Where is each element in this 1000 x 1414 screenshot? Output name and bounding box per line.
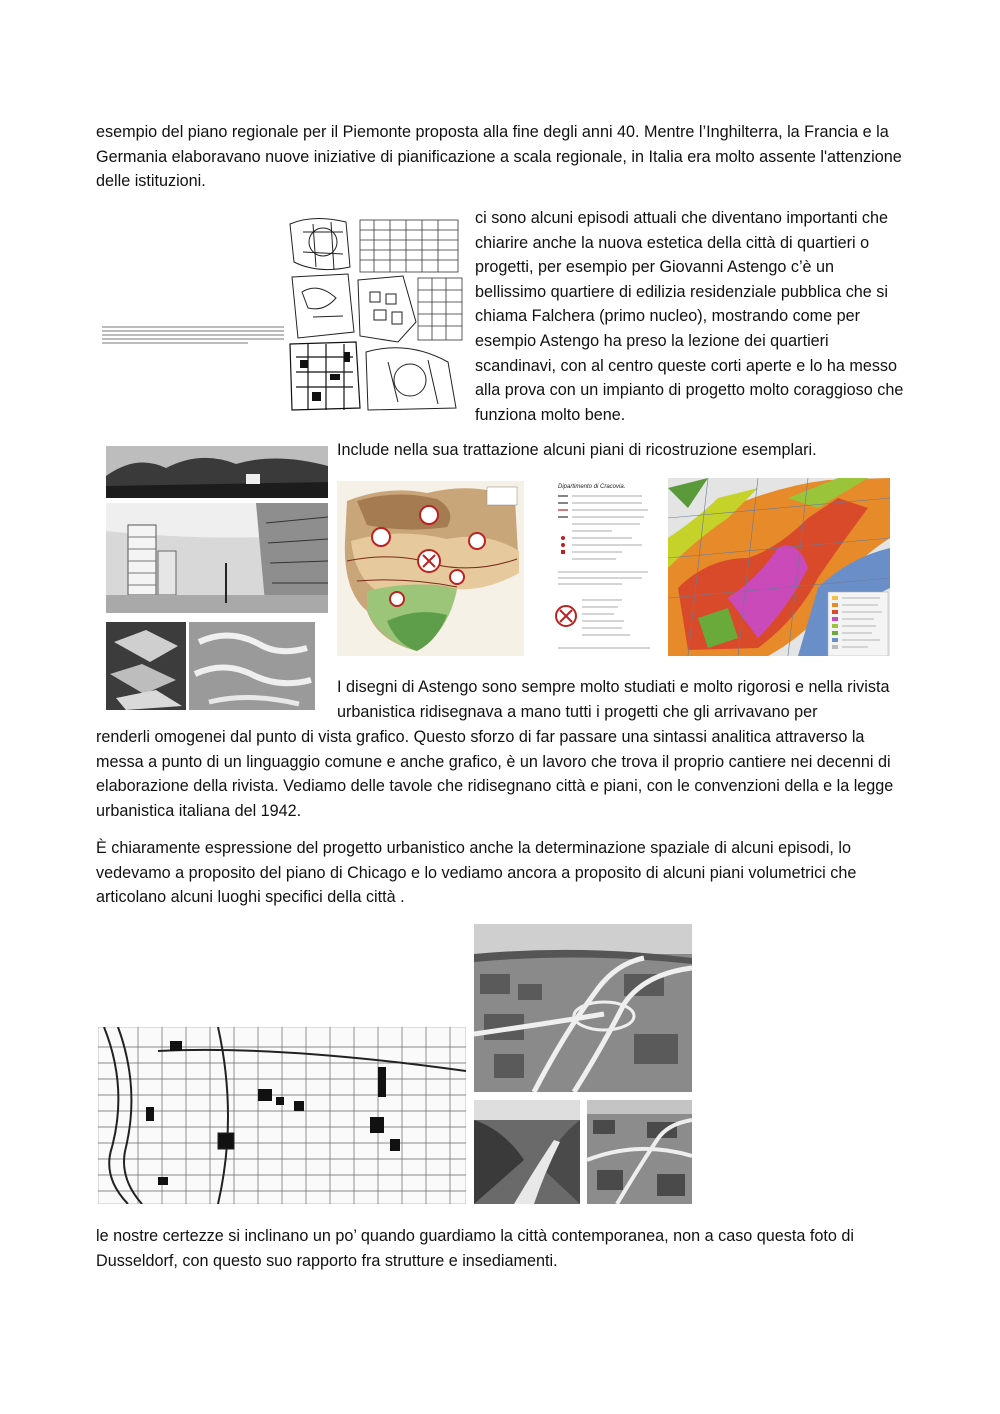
- paragraph-astengo-drawings-cont: renderli omogenei dal punto di vista grafico. Questo sforzo di far passare una sintassi analitica attraverso la messa a punto di un linguaggio comune e anche grafico, è un lavoro che trova il proprio cantiere nei decenni di elaborazione della rivista. Vediamo delle tavole che ridisegnano città e piani, con le convenzioni della e la legge urbanistica italiana del 1942.: [96, 728, 894, 820]
- map-legend-figure: [552, 478, 662, 656]
- city-plan-figure: [98, 1027, 466, 1204]
- model-photo-left: [106, 622, 186, 710]
- paragraph-regional-plan: esempio del piano regionale per il Piemonte proposta alla fine degli anni 40. Mentre l’Inghilterra, la Francia e la Germania elaboravano nuove iniziative di pianificazione a scala regionale, in Italia era molto assente l'attenzione delle istituzioni.: [96, 123, 902, 191]
- interchange-aerial-photo: [587, 1100, 692, 1204]
- legend-title: Dipartimento di Cracovia.: [558, 484, 626, 490]
- paragraph-falchera: ci sono alcuni episodi attuali che diventano importanti che chiarire anche la nuova estetica della città di quartieri o progetti, per esempio per Giovanni Astengo c’è un bellissimo quartiere di edilizia residenziale pubblica che si chiama Falchera (primo nucleo), mostrando come per esempio Astengo ha preso la lezione dei quartieri scandinavi, con al centro queste corti aperte e lo ha messo alla prova con un impianto di progetto molto coraggioso che funziona molto bene.: [475, 209, 904, 424]
- landuse-map-figure: [668, 478, 890, 656]
- regional-map-figure: [337, 481, 524, 656]
- housing-towers-photo: [106, 503, 328, 613]
- paragraph-dusseldorf: le nostre certezze si inclinano un po’ quando guardiamo la città contemporanea, non a caso questa foto di Dusseldorf, con questo suo rapporto fra strutture e insediamenti.: [96, 1227, 854, 1270]
- paragraph-astengo-drawings: I disegni di Astengo sono sempre molto studiati e molto rigorosi e nella rivista urbanistica ridisegnava a mano tutti i progetti che gli arrivavano per: [337, 678, 890, 721]
- model-photo-right: [189, 622, 315, 710]
- paragraph-reconstruction-plans: Include nella sua trattazione alcuni piani di ricostruzione esemplari.: [337, 441, 817, 459]
- landscape-photo: [106, 446, 328, 498]
- paragraph-spatial-determination: È chiaramente espressione del progetto urbanistico anche la determinazione spaziale di alcuni episodi, lo vedevamo a proposito del piano di Chicago e lo vediamo ancora a proposito di alcuni piani volumetrici che articolano alcuni luoghi specifici della città .: [96, 839, 857, 907]
- road-landscape-photo: [474, 1100, 580, 1204]
- aerial-highway-photo: [474, 924, 692, 1092]
- falchera-plans-figure: [98, 212, 470, 414]
